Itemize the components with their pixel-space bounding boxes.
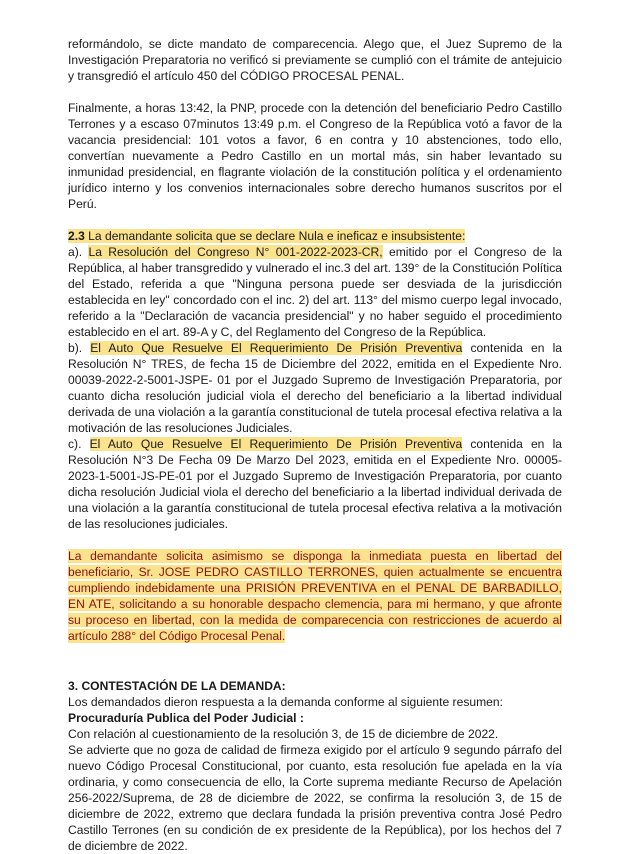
procuraduria-subtitle: Procuraduría Publica del Poder Judicial : (68, 711, 304, 725)
section-3-paragraph: Se advierte que no goza de calidad de firmeza exigido por el artículo 9 segundo párrafo del nuevo Código Procesal Constitucional, por cuanto, esta resolución fue apelada en la vía ordinaria, y como consecuencia de ello, la Corte suprema mediante Recurso de Apelación 256-2022/Suprema, de 28 de diciembre de 2022, se confirma la resolución 3, de 15 de diciembre de 2022, extremo que declara fundada la prisión preventiva contra José Pedro Castillo Terrones (en su condición de ex presidente de la República), por los hechos del 7 de diciembre de 2022. (68, 743, 562, 853)
beneficiary-name: JOSE PEDRO CASTILLO TERRONES (158, 565, 376, 579)
section-3-title: 3. CONTESTACIÓN DE LA DEMANDA: (68, 679, 286, 693)
item-a-highlight: La Resolución del Congreso N° 001-2022-2023-CR, (88, 245, 383, 259)
highlighted-request: La demandante solicita asimismo se disponga la inmediata puesta en libertad del beneficiario, Sr. JOSE PEDRO CASTILLO TERRONES, quien actualmente se encuentra cumpliendo indebidamente una PRISIÓN PREVENTIVA en el PENAL DE BARBADILLO, EN ATE, solicitando a su honorable despacho clemencia, para mi hermano, y que afronte su proceso en libertad, con la medida de comparecencia con restricciones de acuerdo al artículo 288° del Código Procesal Penal. (68, 549, 563, 643)
section-2-3-heading (68, 228, 562, 244)
section-heading-text: La demandante solicita que se declare Nula e ineficaz e insubsistente: (84, 229, 466, 243)
item-c: c). El Auto Que Resuelve El Requerimiento De Prisión Preventiva contenida en la Resolución N°3 De Fecha 09 De Marzo Del 2023, emitida en el Expediente Nro. 00005-2023-1-5001-JS-PE-01 por el Juzgado Supremo de Investigación Preparatoria, por cuanto dicha resolución Judicial viola el derecho del beneficiario a la libertad individual derivada de una violación a la garantía constitucional de tutela procesal efectiva relativa a la motivación de las resoluciones judiciales. (68, 437, 562, 531)
section-number: 2.3 (68, 229, 85, 243)
section-3-intro: Los demandados dieron respuesta a la demanda conforme al siguiente resumen: (68, 695, 503, 709)
item-b-highlight: El Auto Que Resuelve El Requerimiento De Prisión Preventiva (90, 341, 463, 355)
paragraph-comparecencia: reformándolo, se dicte mandato de comparecencia. Alego que, el Juez Supremo de la Investigación Preparatoria no verificó si previamente se cumplió con el trámite de antejuicio y transgredió el artículo 450 del CÓDIGO PROCESAL PENAL. (68, 37, 562, 83)
section-3-line: Con relación al cuestionamiento de la resolución 3, de 15 de diciembre de 2022. (68, 727, 499, 741)
paragraph-detencion: Finalmente, a horas 13:42, la PNP, procede con la detención del beneficiario Pedro Castillo Terrones y a escaso 07minutos 13:49 p.m. el Congreso de la República votó a favor de la vacancia presidencial: 101 votos a favor, 6 en contra y 10 abstenciones, todo ello, convertían nuevamente a Pedro Castillo en un mortal más, sin haber levantado su inmunidad presidencial, en flagrante violación de la constitución política y el ordenamiento jurídico interno y los convenios internacionales sobre derecho humanos suscritos por el Perú. (68, 101, 562, 211)
item-a: a). La Resolución del Congreso N° 001-2022-2023-CR, emitido por el Congreso de la República, al haber transgredido y vulnerado el inc.3 del art. 139° de la Constitución Política del Estado, referida a que "Ninguna persona puede ser desviada de la jurisdicción establecida en ley" concordado con el inc. 2) del art. 113° del mismo cuerpo legal invocado, referido a la "Declaración de vacancia presidencial" y no haber seguido el procedimiento establecido en el art. 89-A y C, del Reglamento del Congreso de la República. (68, 245, 563, 339)
item-c-highlight: El Auto Que Resuelve El Requerimiento De Prisión Preventiva (89, 437, 463, 451)
item-b: b). El Auto Que Resuelve El Requerimiento De Prisión Preventiva contenida en la Resolución N° TRES, de fecha 15 de Diciembre del 2022, emitida en el Expediente Nro. 00039-2022-2-5001-JSPE- 01 por el Juzgado Supremo de Investigación Preparatoria, por cuanto dicha resolución judicial viola el derecho del beneficiario a la libertad individual derivada de una violación a la garantía constitucional de tutela procesal efectiva relativa a la motivación de las resoluciones Judiciales. (68, 341, 562, 435)
